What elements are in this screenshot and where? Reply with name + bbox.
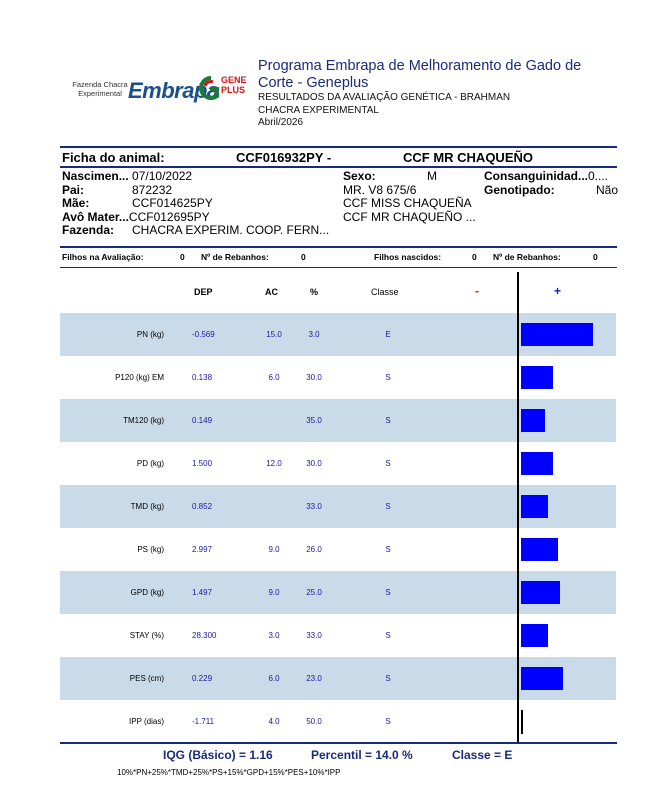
avo-value: CCF012695PY <box>128 209 210 224</box>
pct-value: 3.0 <box>308 330 320 339</box>
rebanhos2-label: Nº de Rebanhos: <box>493 252 561 262</box>
report-title: Programa Embrapa de Melhoramento de Gado de Corte - Geneplus <box>258 58 582 91</box>
trait-label: IPP (dias) <box>129 717 164 726</box>
dep-bar <box>521 624 548 647</box>
top-rule <box>60 146 617 148</box>
ac-value: 12.0 <box>266 459 282 468</box>
dep-value: -0.569 <box>192 330 215 339</box>
filhos-avaliacao-label: Filhos na Avaliação: <box>62 252 144 262</box>
trait-label: TM120 (kg) <box>123 416 164 425</box>
stats-rule <box>60 267 617 268</box>
percentil-value: Percentil = 14.0 % <box>311 748 413 762</box>
trait-label: PD (kg) <box>136 459 164 468</box>
classe-value: S <box>385 416 391 425</box>
trait-label: TMD (kg) <box>130 502 164 511</box>
classe-value: Classe = E <box>452 748 513 762</box>
consanguinidade-value: 0.... <box>588 169 609 183</box>
ac-value: 6.0 <box>268 373 280 382</box>
report-subtitle <box>258 92 510 130</box>
pct-value: 35.0 <box>306 416 322 425</box>
dep-bar <box>521 452 553 475</box>
classe-value: S <box>385 674 391 683</box>
geneplus-logo-text: GENE PLUS <box>221 75 247 95</box>
mae-label: Mãe: <box>62 196 90 210</box>
farm-logo: Fazenda Chacra Experimental <box>72 80 128 98</box>
animal-code: CCF016932PY - <box>236 150 332 165</box>
dep-bar <box>521 667 563 690</box>
fazenda-value: CHACRA EXPERIM. COOP. FERN... <box>132 223 330 237</box>
genotipado-value: Não <box>595 182 618 197</box>
dep-bar <box>521 366 553 389</box>
pai-value: 872232 <box>132 182 173 197</box>
sexo-value: M <box>427 169 437 183</box>
pct-value: 25.0 <box>306 588 322 597</box>
trait-label: GPD (kg) <box>130 588 164 597</box>
genotipado-label: Genotipado: <box>484 182 555 197</box>
rebanhos1-label: Nº de Rebanhos: <box>201 252 269 262</box>
fazenda-label: Fazenda: <box>62 223 115 237</box>
mae-value: CCF014625PY <box>132 196 213 210</box>
bottom-rule <box>60 742 617 744</box>
table-row <box>60 700 616 743</box>
ac-value: 6.0 <box>268 674 280 683</box>
ficha-label: Ficha do animal: <box>62 150 165 165</box>
animal-info-middle <box>343 170 476 224</box>
avo-name: CCF MR CHAQUEÑO ... <box>343 209 476 224</box>
trait-label: P120 (kg) EM <box>115 373 164 382</box>
mae-name: CCF MISS CHAQUEÑA <box>343 196 472 210</box>
dep-bar <box>521 581 560 604</box>
ac-value: 4.0 <box>268 717 280 726</box>
col-dep: DEP <box>194 287 213 297</box>
dep-value: 0.852 <box>192 502 213 511</box>
classe-value: E <box>385 330 391 339</box>
farm-line: CHACRA EXPERIMENTAL <box>258 104 379 116</box>
nascimento-value: 07/10/2022 <box>132 169 193 183</box>
ac-value <box>264 399 284 442</box>
filhos-nascidos-value: 0 <box>472 252 477 262</box>
trait-label: PS (kg) <box>137 545 164 554</box>
animal-info-left <box>62 170 329 238</box>
iqg-value: IQG (Básico) = 1.16 <box>163 748 273 762</box>
rebanhos2-value: 0 <box>593 252 598 262</box>
rebanhos1-value: 0 <box>301 252 306 262</box>
pct-value: 23.0 <box>306 674 322 683</box>
dep-bar <box>521 323 593 346</box>
ac-value: 3.0 <box>268 631 280 640</box>
classe-value: S <box>385 717 391 726</box>
classe-value: S <box>385 545 391 554</box>
classe-value: S <box>385 502 391 511</box>
pct-value: 26.0 <box>306 545 322 554</box>
dep-value: -1.711 <box>192 717 215 726</box>
dep-value: 0.149 <box>192 416 213 425</box>
breed-line: RESULTADOS DA AVALIAÇÃO GENÉTICA - BRAHMAN <box>258 92 511 103</box>
dep-value: 2.997 <box>192 545 213 554</box>
date-line: Abril/2026 <box>258 117 304 128</box>
pct-value: 30.0 <box>306 373 322 382</box>
sexo-label: Sexo: <box>343 169 376 183</box>
trait-label: STAY (%) <box>129 631 164 640</box>
zero-axis <box>517 272 519 742</box>
animal-name: CCF MR CHAQUEÑO <box>403 150 533 165</box>
dep-value: 1.500 <box>192 459 213 468</box>
col-plus: + <box>554 284 562 298</box>
classe-value: S <box>385 631 391 640</box>
dep-bar <box>521 710 523 734</box>
embrapa-logo: Embrapa <box>128 78 219 103</box>
pai-label: Pai: <box>62 182 85 197</box>
dep-value: 0.229 <box>192 674 213 683</box>
filhos-avaliacao-value: 0 <box>180 252 185 262</box>
dep-bar <box>521 538 558 561</box>
pct-value: 33.0 <box>306 502 322 511</box>
col-classe: Classe <box>371 287 399 297</box>
col-minus: - <box>475 284 479 298</box>
ac-value: 9.0 <box>268 588 280 597</box>
dep-bar <box>521 495 548 518</box>
iqg-formula: 10%*PN+25%*TMD+25%*PS+15%*GPD+15%*PES+10%*IPP <box>117 768 341 777</box>
dep-value: 0.138 <box>192 373 213 382</box>
info-rule <box>60 246 617 248</box>
consanguinidade-label: Consanguinidad... <box>484 169 588 183</box>
ac-value <box>264 485 284 528</box>
col-pct: % <box>310 287 319 297</box>
pct-value: 33.0 <box>306 631 322 640</box>
pai-name: MR. V8 675/6 <box>343 182 417 197</box>
classe-value: S <box>385 459 391 468</box>
classe-value: S <box>385 588 391 597</box>
col-ac: AC <box>265 287 278 297</box>
pct-value: 50.0 <box>306 717 322 726</box>
dep-value: 28.300 <box>192 631 217 640</box>
animal-info-right <box>484 170 618 197</box>
avo-label: Avô Mater... <box>62 209 129 224</box>
classe-value: S <box>385 373 391 382</box>
ficha-rule <box>60 166 617 168</box>
ac-value: 9.0 <box>268 545 280 554</box>
filhos-nascidos-label: Filhos nascidos: <box>374 252 442 262</box>
dep-value: 1.497 <box>192 588 213 597</box>
trait-label: PES (cm) <box>129 674 164 683</box>
ac-value: 15.0 <box>266 330 282 339</box>
dep-bar <box>521 409 545 432</box>
pct-value: 30.0 <box>306 459 322 468</box>
trait-label: PN (kg) <box>136 330 164 339</box>
nascimento-label: Nascimen... <box>62 169 129 183</box>
